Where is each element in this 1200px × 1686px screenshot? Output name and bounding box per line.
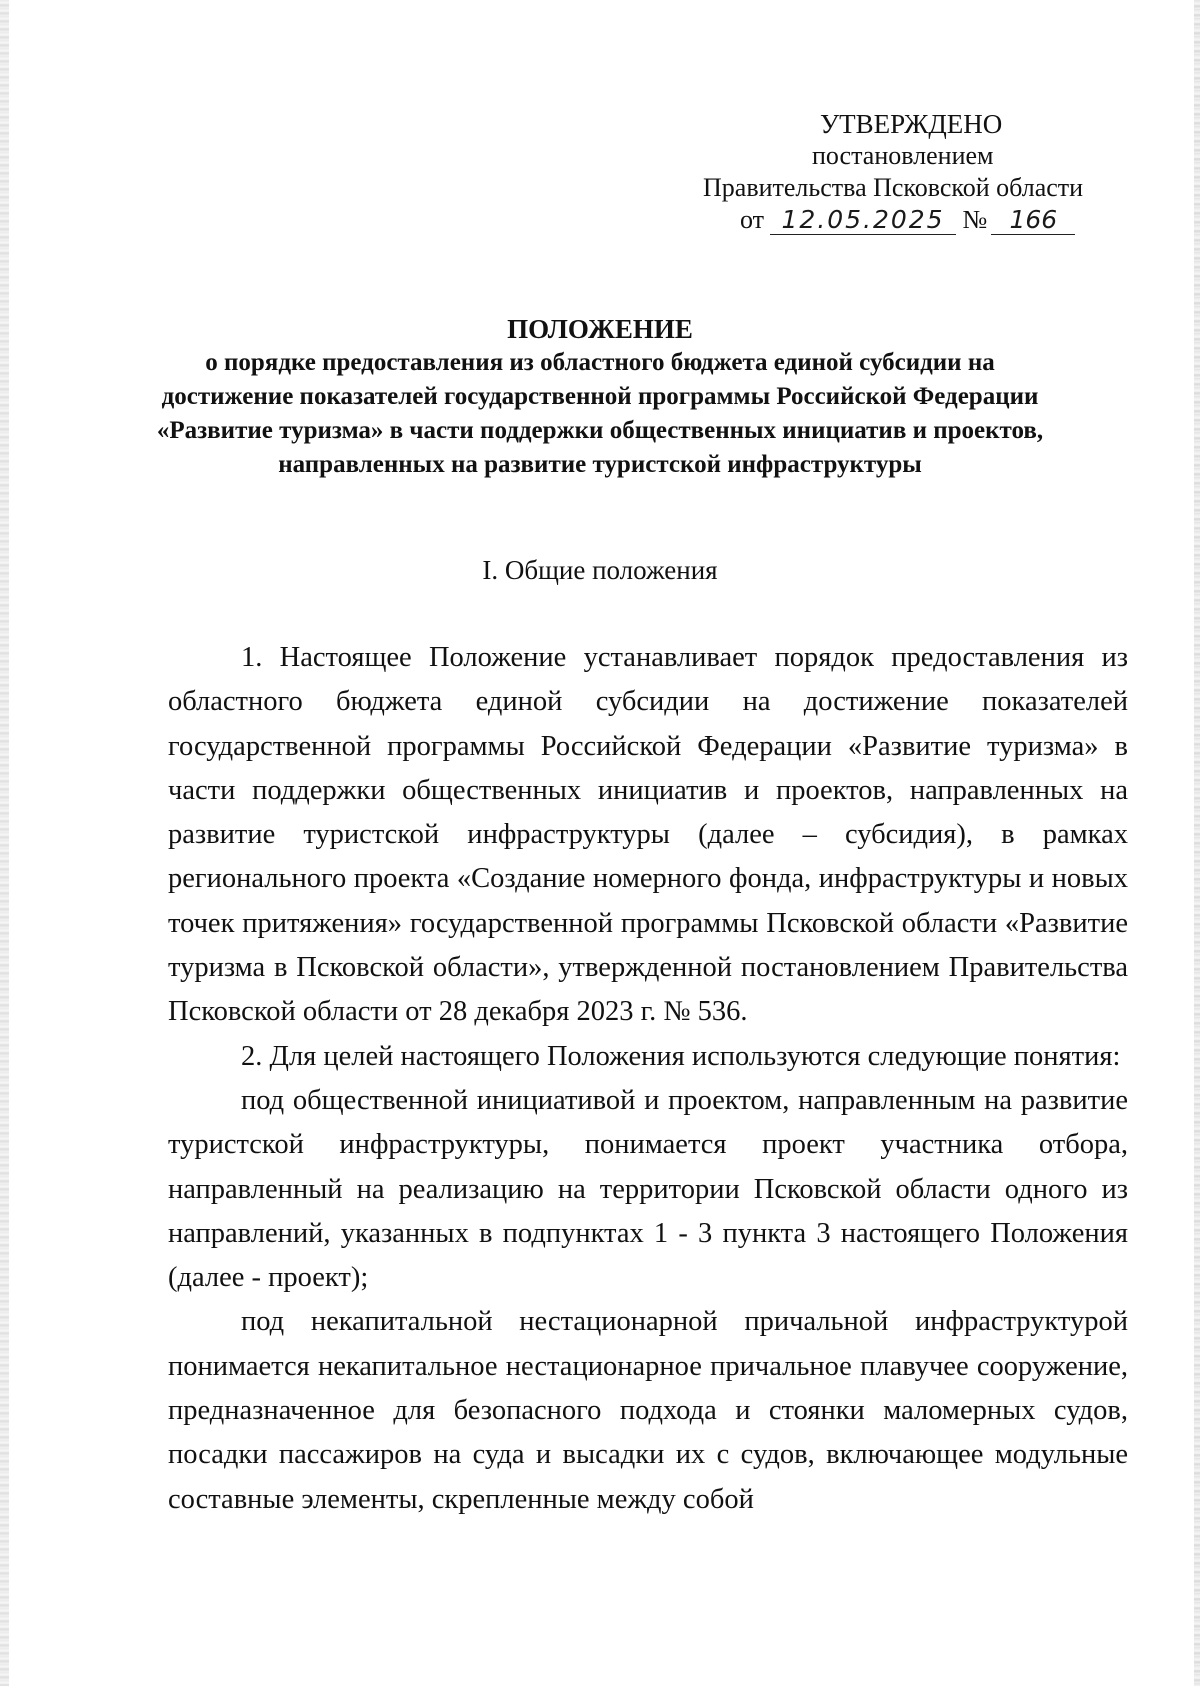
section-heading: I. Общие положения [482,555,718,585]
document-title [150,312,1050,482]
approval-decree-label: постановлением [812,141,994,170]
approval-heading: УТВЕРЖДЕНО [820,109,1003,139]
scan-edge-left [0,0,9,1686]
document-body [168,636,1128,1522]
number-sign: № [962,205,988,234]
paragraph-1: 1. Настоящее Положение устанавливает порядок предоставления из областного бюджета единой субсидии на достижение показателей государственной программы Российской Федерации «Развитие туризма» в части поддержки общественных инициатив и проектов, направленных на развитие туристской инфраструктуры (далее – субсидия), в рамках регионального проекта «Создание номерного фонда, инфраструктуры и новых точек притяжения» государственной программы Псковской области «Развитие туризма в Псковской области», утвержденной постановлением Правительства Псковской области от 28 декабря 2023 г. № 536. [168,642,1128,1028]
approval-government-label: Правительства Псковской области [703,173,1084,202]
paragraph-4: под некапитальной нестационарной причальной инфраструктурой понимается некапитальное нестационарное причальное плавучее сооружение, предназначенное для безопасного подхода и стоянки маломерных судов, посадки пассажиров на суда и высадки их с судов, включающее модульные составные элементы, скрепленные между собой [168,1306,1128,1515]
paragraph-3: под общественной инициативой и проектом, направленным на развитие туристской инфраструктуры, понимается проект участника отбора, направленный на реализацию на территории Псковской области одного из направлений, указанных в подпунктах 1 - 3 пункта 3 настоящего Положения (далее - проект); [168,1084,1128,1294]
handwritten-number: 166 [991,206,1075,235]
paragraph-2: 2. Для целей настоящего Положения используются следующие понятия: [241,1040,1121,1072]
title-main: ПОЛОЖЕНИЕ [507,314,693,344]
scan-edge-right [1194,0,1200,1686]
date-prefix: от [740,205,765,234]
title-subtitle: о порядке предоставления из областного бюджета единой субсидии на достижение показателей государственной программы Российской Федерации «Развитие туризма» в части поддержки общественных инициатив и проектов, направленных на развитие туристской инфраструктуры [156,349,1044,478]
approval-date-number-line [740,204,1075,236]
handwritten-date: 12.05.2025 [770,206,956,235]
